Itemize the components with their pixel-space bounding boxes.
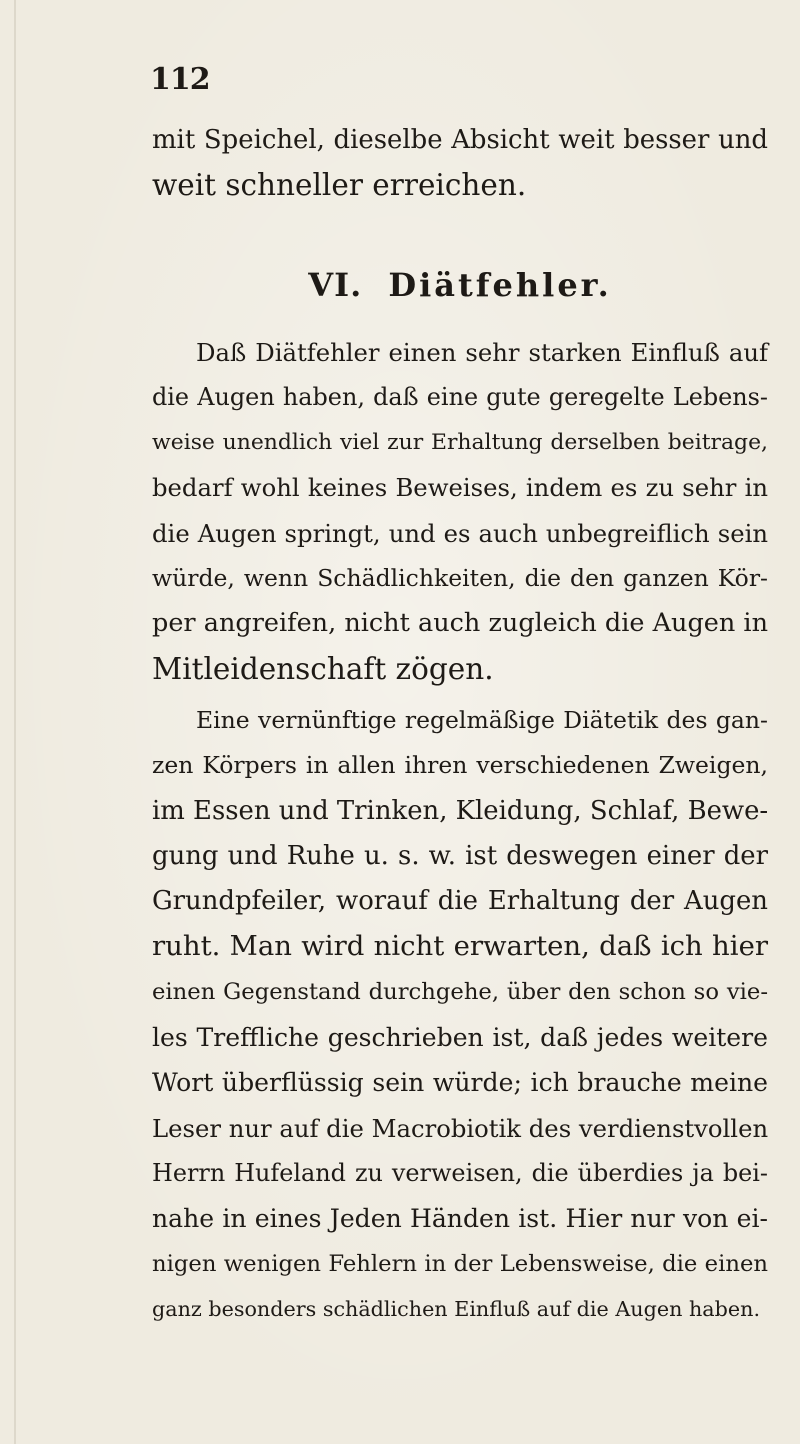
text-line: Mitleidenschaft zögen. — [152, 651, 494, 686]
text-line: würde, wenn Schädlichkeiten, die den ganzen Kör- — [152, 564, 768, 593]
continuation-text — [152, 118, 768, 209]
text-line: Leser nur auf die Macrobiotik des verdienstvollen — [152, 1113, 769, 1143]
text-line: im Essen und Trinken, Kleidung, Schlaf, Bewe- — [152, 795, 769, 826]
text-line: per angreifen, nicht auch zugleich die Augen in — [152, 608, 768, 639]
text-line: bedarf wohl keines Beweises, indem es zu sehr in — [152, 473, 768, 503]
text-line: Herrn Hufeland zu verweisen, die überdies ja bei- — [152, 1158, 768, 1187]
text-line: ruht. Man wird nicht erwarten, daß ich hier — [152, 930, 768, 963]
section-title: Diätfehler. — [388, 265, 612, 304]
text-line: weit schneller erreichen. — [152, 168, 527, 203]
text-line: mit Speichel, dieselbe Absicht weit besser und — [152, 125, 768, 155]
text-line: Grundpfeiler, worauf die Erhaltung der Augen — [152, 886, 768, 917]
text-line: nigen wenigen Fehlern in der Lebensweise, die einen — [152, 1250, 768, 1277]
section-heading — [152, 263, 768, 308]
text-line: zen Körpers in allen ihren verschiedenen Zweigen, — [152, 751, 768, 780]
text-line: einen Gegenstand durchgehe, über den schon so vie- — [152, 978, 768, 1005]
text-line: Wort überflüssig sein würde; ich brauche meine — [152, 1068, 768, 1098]
text-line: ganz besonders schädlichen Einfluß auf die Augen haben. — [152, 1296, 761, 1321]
text-line: die Augen haben, daß eine gute geregelte Lebens- — [152, 382, 768, 411]
paragraph-1 — [152, 330, 768, 692]
section-numeral: VI. — [308, 265, 363, 304]
body-text — [152, 118, 768, 1332]
text-line: Eine vernünftige regelmäßige Diätetik des gan- — [196, 705, 768, 734]
text-line: die Augen springt, und es auch unbegreiflich sein — [152, 518, 768, 548]
text-line: gung und Ruhe u. s. w. ist deswegen einer der — [152, 840, 768, 871]
page-number: 112 — [150, 62, 210, 97]
text-line: nahe in eines Jeden Händen ist. Hier nur von ei- — [152, 1204, 768, 1234]
text-line: les Treffliche geschrieben ist, daß jedes weitere — [152, 1023, 768, 1053]
text-line: weise unendlich viel zur Erhaltung derselben beitrage, — [152, 430, 768, 456]
page-edge-shadow — [14, 0, 16, 1444]
text-line: Daß Diätfehler einen sehr starken Einfluß auf — [196, 337, 768, 367]
paragraph-2 — [152, 698, 768, 1332]
